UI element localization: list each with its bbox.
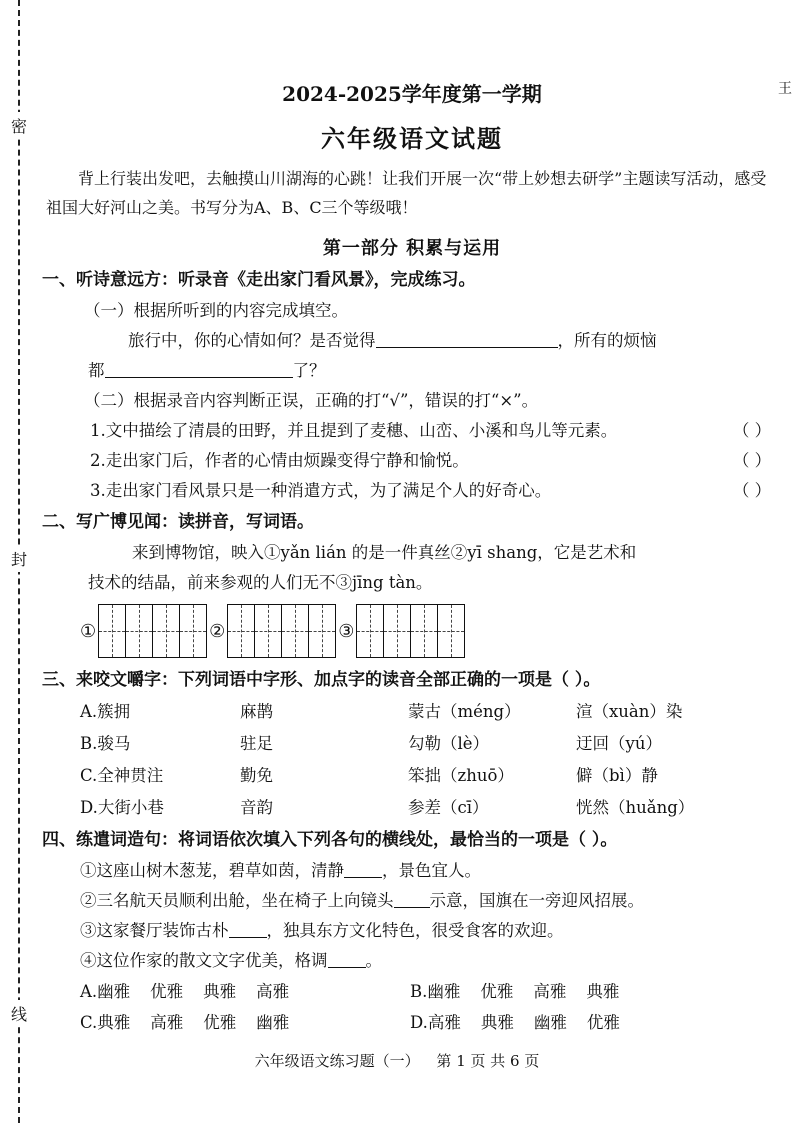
q2-grid-3[interactable] xyxy=(356,604,465,658)
q1-fill-line-2 xyxy=(42,356,782,386)
q3-option-c[interactable]: C.全神贯注 勤免 笨拙（zhuō） 僻（bì）静 xyxy=(80,766,658,785)
q4-blank-1[interactable] xyxy=(344,859,382,878)
q2-line-2: 技术的结晶，前来参观的人们无不③jīng tàn。 xyxy=(88,573,433,592)
q4-option-c[interactable]: C.典雅 高雅 优雅 幽雅 xyxy=(80,1013,290,1032)
q4-sentence-2: ②三名航天员顺利出舱，坐在椅子上向镜头 示意，国旗在一旁迎风招展。 xyxy=(80,891,644,910)
q3-title: 三、来咬文嚼字：下列词语中字形、加点字的读音全部正确的一项是（ ）。 xyxy=(42,670,601,690)
q3-option-b[interactable]: B.骏马 驻足 勾勒（lè） 迂回（yú） xyxy=(80,734,662,753)
q1-sub2: （二）根据录音内容判断正误，正确的打“√”，错误的打“×”。 xyxy=(84,391,539,410)
q1-blank-2[interactable] xyxy=(105,359,293,378)
exam-page xyxy=(42,70,782,1038)
q4-sentence-4: ④这位作家的散文文字优美，格调 。 xyxy=(80,951,382,970)
q4-option-a[interactable]: A.幽雅 优雅 典雅 高雅 xyxy=(80,982,290,1001)
q4-sentence-3: ③这家餐厅装饰古朴 ，独具东方文化特色，很受食客的欢迎。 xyxy=(80,921,564,940)
q1-fill-line-1 xyxy=(42,326,782,356)
exam-title: 六年级语文试题 xyxy=(321,124,503,153)
q4-option-d[interactable]: D.高雅 典雅 幽雅 优雅 xyxy=(410,1013,620,1032)
binding-label-mi: 密 xyxy=(11,112,27,139)
q4-sentence-1: ①这座山树木葱茏，碧草如茵，清静 ，景色宜人。 xyxy=(80,861,481,880)
q4-options-row-2 xyxy=(42,1007,782,1038)
q1-fill-text-a: 旅行中，你的心情如何？是否觉得 xyxy=(128,331,376,350)
q2-grid-1[interactable] xyxy=(98,604,207,658)
q4-blank-3[interactable] xyxy=(229,919,267,938)
q2-num-2: ② xyxy=(209,620,226,642)
part-title: 第一部分 积累与运用 xyxy=(322,238,502,259)
q2-num-3: ③ xyxy=(338,620,355,642)
q2-num-1: ① xyxy=(80,620,97,642)
q1-item-2: （ ） 2.走出家门后，作者的心情由烦躁变得宁静和愉悦。 xyxy=(42,446,782,476)
binding-label-xian: 线 xyxy=(11,1000,27,1027)
q4-options-row-1 xyxy=(42,976,782,1007)
q1-answer-paren-2[interactable]: （ ） xyxy=(732,451,772,470)
q4-blank-4[interactable] xyxy=(328,949,366,968)
q1-fill-text-c: 都 xyxy=(88,361,105,380)
q3-option-d[interactable]: D.大街小巷 音韵 参差（cī） 恍然（huǎng） xyxy=(80,798,695,817)
year-title: 2024-2025学年度第一学期 xyxy=(282,82,542,106)
page-footer xyxy=(0,1050,794,1071)
q1-sub1: （一）根据所听到的内容完成填空。 xyxy=(84,301,348,320)
intro-paragraph: 背上行装出发吧，去触摸山川湖海的心跳！让我们开展一次“带上妙想去研学”主题读写活动，感受祖国大好河山之美。书写分为A、B、C三个等级哦！ xyxy=(46,169,767,217)
q1-item-1: （ ） 1.文中描绘了清晨的田野，并且提到了麦穗、山峦、小溪和鸟儿等元素。 xyxy=(42,416,782,446)
edge-mark: 王 xyxy=(778,81,792,97)
footer-title: 六年级语文练习题（一） xyxy=(254,1052,420,1070)
q1-fill-text-d: 了？ xyxy=(292,361,326,380)
q2-title: 二、写广博见闻：读拼音，写词语。 xyxy=(42,512,314,532)
q2-line-1: 来到博物馆，映入①yǎn lián 的是一件真丝②yī shang，它是艺术和 xyxy=(132,543,637,562)
q1-item-3: （ ） 3.走出家门看风景只是一种消遣方式，为了满足个人的好奇心。 xyxy=(42,476,782,506)
q1-title: 一、听诗意远方：听录音《走出家门看风景》，完成练习。 xyxy=(42,270,476,290)
q3-option-a[interactable]: A.簇拥 麻鹊 蒙古（méng） 渲（xuàn）染 xyxy=(80,702,683,721)
q2-grid-2[interactable] xyxy=(227,604,336,658)
q1-answer-paren-3[interactable]: （ ） xyxy=(732,481,772,500)
q1-fill-text-b: ，所有的烦恼 xyxy=(557,331,657,350)
q2-writing-grids xyxy=(80,604,782,658)
q4-option-b[interactable]: B.幽雅 优雅 高雅 典雅 xyxy=(410,982,620,1001)
binding-label-feng: 封 xyxy=(11,545,27,572)
q1-answer-paren-1[interactable]: （ ） xyxy=(732,421,772,440)
footer-page-number: 第 1 页 共 6 页 xyxy=(436,1052,540,1070)
q4-title: 四、练遣词造句：将词语依次填入下列各句的横线处，最恰当的一项是（ ）。 xyxy=(42,830,618,850)
q1-blank-1[interactable] xyxy=(376,329,558,348)
q4-blank-2[interactable] xyxy=(394,889,430,908)
